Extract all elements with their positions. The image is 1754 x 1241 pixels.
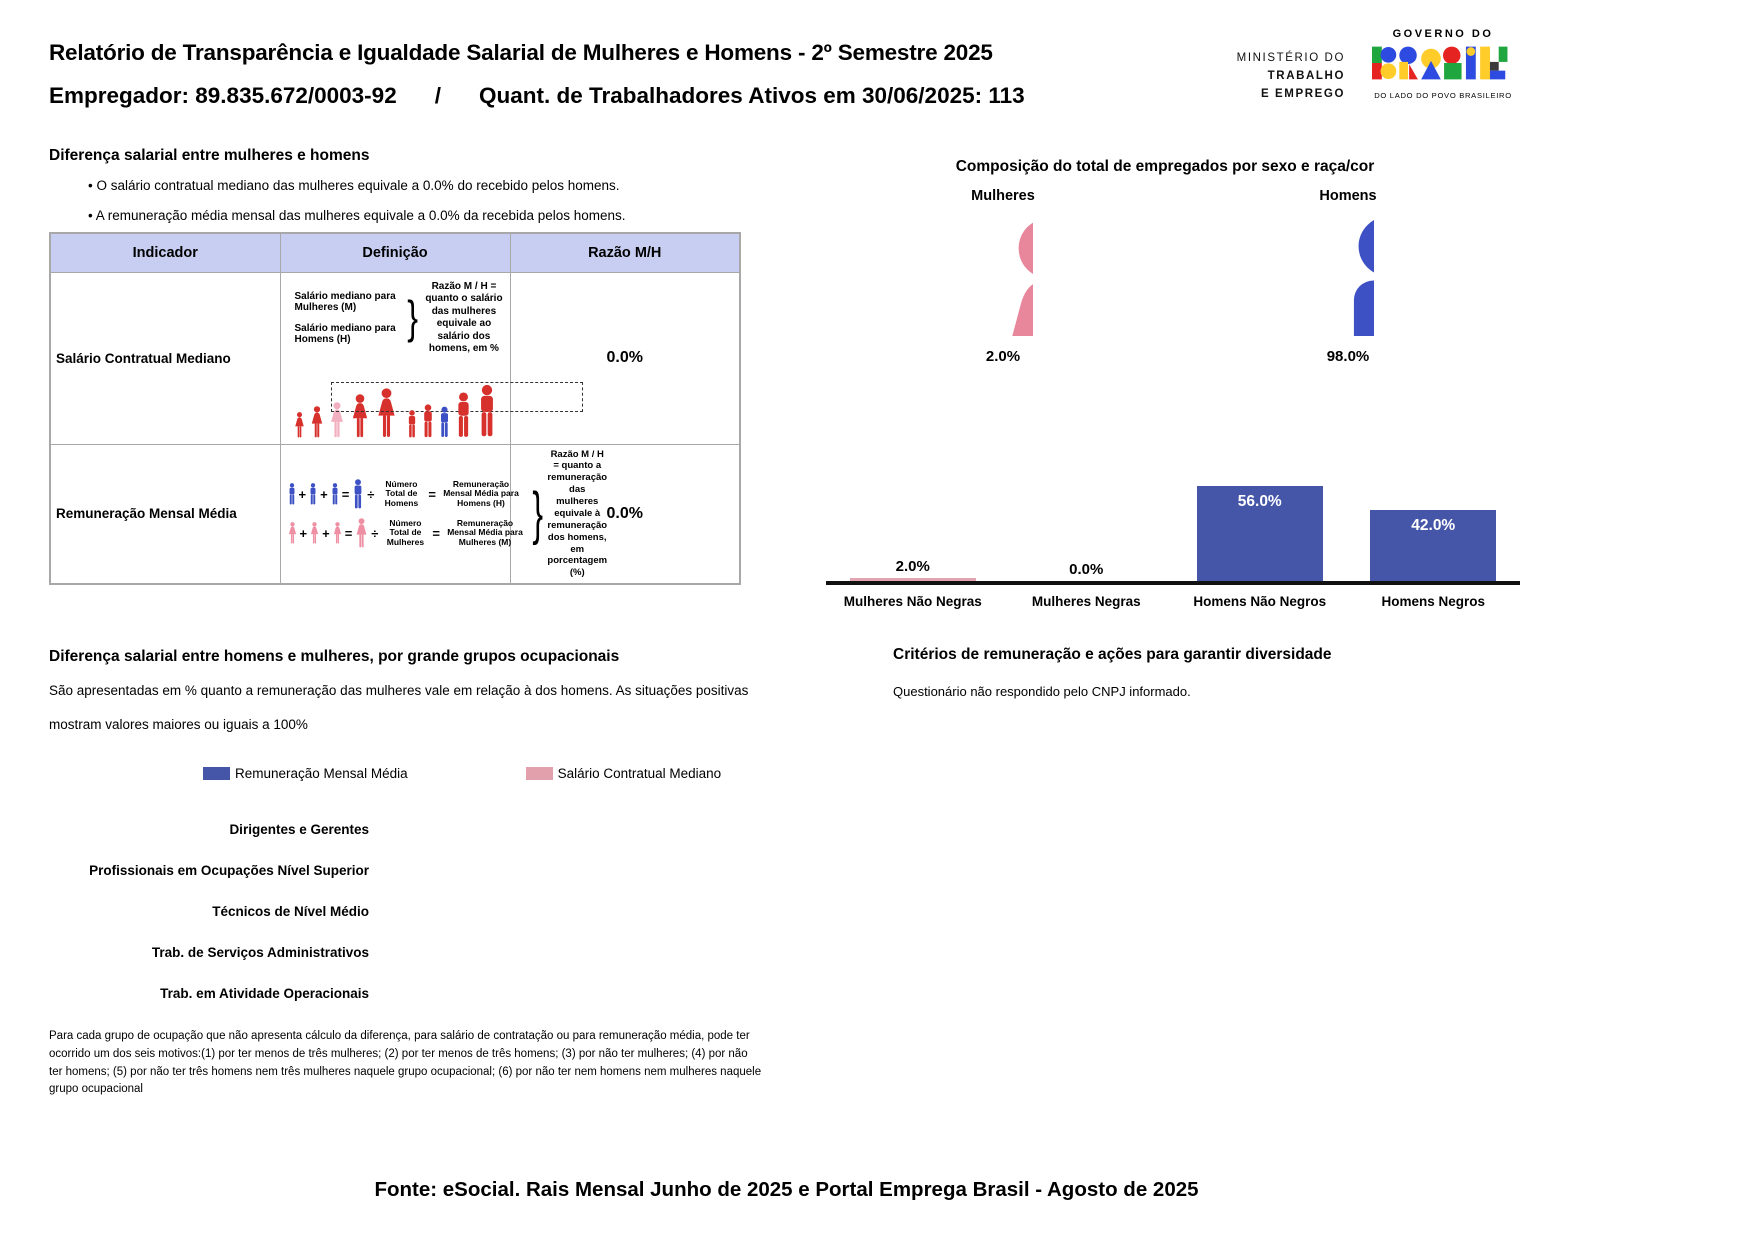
ministry-line2: TRABALHO [1267, 69, 1345, 82]
composition-bar-chart [826, 452, 1520, 609]
col-header-razao: Razão M/H [510, 233, 740, 272]
men-mean-formula [287, 479, 529, 509]
women-result-label: Remuneração Mensal Média para Mulheres (M) [447, 517, 523, 548]
definition-diagram-median [280, 272, 510, 444]
report-header [49, 40, 1025, 109]
table-header-row [50, 233, 740, 272]
women-mean-formula [287, 518, 529, 548]
separator: / [434, 83, 441, 108]
divide-op: ÷ [367, 486, 375, 502]
brasil-logo-icon [1372, 43, 1514, 83]
category-label: Homens Não Negros [1193, 594, 1327, 609]
ratio-note-median: Razão M / H = quanto o salário das mulheres equivale ao salário dos homens, em % [425, 280, 503, 354]
legend-label: Salário Contratual Mediano [557, 766, 722, 781]
man-figure-icon [308, 483, 318, 505]
group-label: Trab. em Atividade Operacionais [160, 986, 369, 1001]
equals-op: = [428, 486, 437, 502]
brace-icon [407, 297, 418, 338]
equals-op: = [432, 525, 441, 541]
bullet-median-salary: O salário contratual mediano das mulheres equivale a 0.0% do recebido pelos homens. [96, 178, 620, 193]
label-median-women: Salário mediano para Mulheres (M) [294, 291, 396, 313]
table-row [50, 272, 740, 444]
indicator-table [49, 232, 741, 585]
report-title: Relatório de Transparência e Igualdade Salarial de Mulheres e Homens - 2º Semestre 2025 [49, 40, 993, 65]
bar-homens-nao-negros: 56.0% [1197, 486, 1323, 581]
label-median-men: Salário mediano para Homens (H) [294, 323, 396, 345]
woman-figure-icon [287, 522, 298, 544]
legend-item-mean [203, 766, 408, 781]
ratio-value-median: 0.0% [510, 272, 740, 444]
salary-diff-bullets [88, 178, 626, 238]
ministry-line1: MINISTÉRIO DO [1236, 52, 1345, 64]
brace-icon [532, 491, 543, 537]
women-percentage: 2.0% [985, 348, 1021, 365]
legend-swatch-blue [203, 767, 230, 780]
ratio-value-mean: 0.0% [510, 444, 740, 584]
col-header-definicao: Definição [280, 233, 510, 272]
women-label: Mulheres [971, 188, 1035, 204]
occupational-footnote: Para cada grupo de ocupação que não apresenta cálculo da diferença, para salário de contratação ou para remuneração média, pode ter ocorrido um dos seis motivos:(1) por ter menos de três mulheres; (2) por ter menos de três homens; (3) por não ter mulheres; (4) por não ter homens; (5) por não ter três homens nem três mulheres naquele grupo ocupacional; (6) por não ter nem homens nem mulheres naquele grupo ocupacional [49, 1030, 762, 1096]
indicator-name: Remuneração Mensal Média [50, 444, 280, 584]
man-figure-icon [421, 404, 435, 438]
bar-value-label: 2.0% [895, 557, 930, 575]
employer-cnpj: Empregador: 89.835.672/0003-92 [49, 83, 397, 108]
occupational-legend [203, 766, 721, 781]
group-label: Técnicos de Nível Médio [212, 904, 369, 919]
men-pictogram-block [1283, 188, 1413, 365]
bar-value-label: 0.0% [1069, 561, 1104, 578]
men-label: Homens [1319, 188, 1377, 204]
occupational-group-labels [49, 822, 369, 1027]
plus-op: + [322, 525, 330, 541]
group-label: Dirigentes e Gerentes [229, 822, 369, 837]
gov-logo-top-text: GOVERNO DO [1392, 28, 1494, 40]
legend-label: Remuneração Mensal Média [235, 766, 408, 781]
active-workers: Quant. de Trabalhadores Ativos em 30/06/2025: 113 [478, 83, 1025, 108]
category-label: Mulheres Negras [1031, 594, 1141, 609]
gov-logo-bottom-text: DO LADO DO POVO BRASILEIRO [1374, 91, 1512, 100]
equals-op: = [341, 486, 350, 502]
group-label: Profissionais em Ocupações Nível Superior [89, 863, 369, 878]
source-footer: Fonte: eSocial. Rais Mensal Junho de 2025 e Portal Emprega Brasil - Agosto de 2025 [374, 1178, 1199, 1201]
woman-figure-icon [293, 412, 306, 438]
ratio-note-mean: Razão M / H = quanto a remuneração das mulheres equivale à remuneração dos homens, em porcentagem (%) [547, 448, 608, 579]
woman-figure-icon [309, 522, 320, 544]
governo-do-brasil-logo [1368, 28, 1518, 100]
man-figure-icon [330, 483, 340, 505]
woman-figure-icon [354, 518, 369, 548]
bar-slot [1173, 452, 1347, 581]
man-figure-icon [351, 479, 365, 509]
women-pictogram-block [938, 188, 1068, 365]
legend-swatch-pink [526, 767, 553, 780]
category-label: Homens Negros [1381, 594, 1486, 609]
bar-chart-plot-area [826, 452, 1520, 585]
legend-item-median [526, 766, 722, 781]
bar-slot [1347, 452, 1521, 581]
ministry-logo [1190, 50, 1345, 103]
plus-op: + [299, 525, 308, 541]
bar-slot [826, 452, 1000, 581]
employer-line [49, 83, 1025, 109]
bar-mulheres-nao-negras [850, 578, 976, 581]
indicator-name: Salário Contratual Mediano [50, 272, 280, 444]
man-figure-highlight-icon [438, 406, 451, 438]
men-result-label: Remuneração Mensal Média para Homens (H) [443, 478, 519, 509]
man-figure-icon [476, 384, 498, 438]
bullet-mean-salary: A remuneração média mensal das mulheres equivale a 0.0% da recebida pelos homens. [95, 208, 626, 223]
occupational-description: São apresentadas em % quanto a remuneração das mulheres vale em relação à dos homens. As situações positivas mostram valores maiores ou iguais a 100% [49, 683, 749, 732]
woman-icon [973, 214, 1033, 336]
table-row [50, 444, 740, 584]
criteria-text: Questionário não respondido pelo CNPJ informado. [893, 684, 1191, 699]
col-header-indicador: Indicador [50, 233, 280, 272]
section-title-composition: Composição do total de empregados por sexo e raça/cor [955, 158, 1375, 175]
man-figure-icon [406, 410, 418, 438]
group-label: Trab. de Serviços Administrativos [151, 945, 369, 960]
population-pictogram [289, 358, 502, 438]
definition-diagram-mean [280, 444, 608, 584]
woman-figure-icon [332, 522, 343, 544]
bar-slot [1000, 452, 1174, 581]
divide-op: ÷ [371, 525, 379, 541]
section-title-criteria: Critérios de remuneração e ações para garantir diversidade [893, 646, 1332, 663]
ministry-line3: E EMPREGO [1260, 87, 1345, 100]
woman-figure-icon [309, 406, 325, 438]
men-percentage: 98.0% [1326, 348, 1370, 365]
section-title-occupational: Diferença salarial entre homens e mulheres, por grande grupos ocupacionais [49, 648, 620, 665]
man-figure-icon [287, 483, 297, 505]
plus-op: + [298, 486, 307, 502]
bar-chart-category-labels [826, 594, 1520, 609]
plus-op: + [320, 486, 328, 502]
category-label: Mulheres Não Negras [843, 594, 982, 609]
man-icon [1322, 214, 1374, 336]
man-figure-icon [454, 392, 473, 438]
equals-op: = [344, 525, 353, 541]
bar-homens-negros: 42.0% [1370, 510, 1496, 581]
women-total-label: Número Total de Mulheres [386, 517, 425, 548]
men-total-label: Número Total de Homens [384, 478, 419, 509]
section-title-salary-diff: Diferença salarial entre mulheres e homens [49, 147, 370, 164]
